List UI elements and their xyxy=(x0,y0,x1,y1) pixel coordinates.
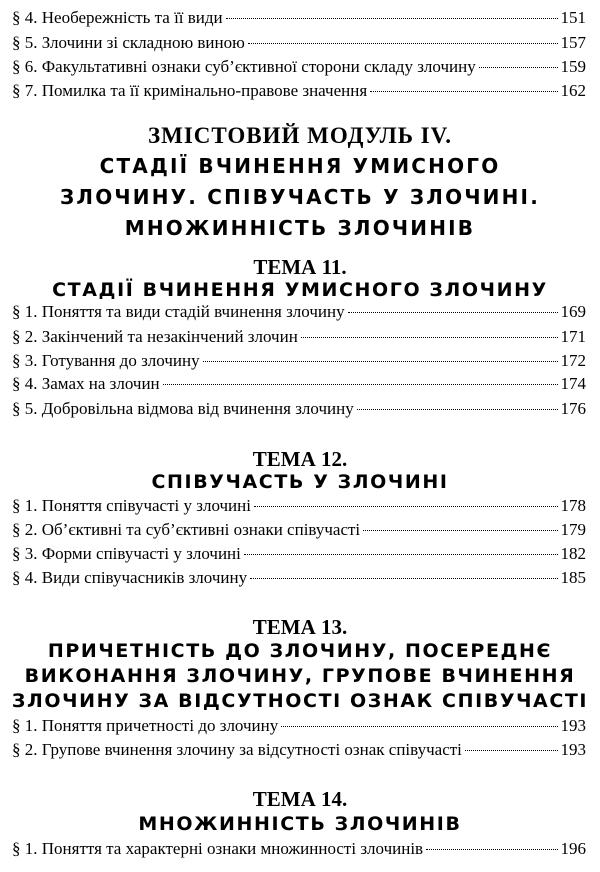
toc-entry-title: § 6. Факультативні ознаки суб’єктивної сторони складу злочину xyxy=(12,57,476,76)
toc-entry-title: § 3. Готування до злочину xyxy=(12,351,200,370)
toc-entry-title: § 4. Замах на злочин xyxy=(12,374,160,393)
toc-entry[interactable] xyxy=(12,372,586,396)
dot-leader xyxy=(203,360,558,362)
toc-entry-title: § 1. Поняття співучасті у злочині xyxy=(12,496,251,515)
toc-entry-page: 171 xyxy=(560,327,586,346)
dot-leader xyxy=(248,42,558,44)
toc-entry-page: 179 xyxy=(560,520,586,539)
topic-title: МНОЖИННІСТЬ ЗЛОЧИНІВ xyxy=(138,813,462,835)
toc-entry[interactable] xyxy=(12,542,586,566)
toc-entry-page: 174 xyxy=(560,374,586,393)
toc-entry-title: § 7. Помилка та її кримінально-правове значення xyxy=(12,81,368,100)
module-heading-line: ЗМІСТОВИЙ МОДУЛЬ IV. xyxy=(147,123,453,148)
toc-entry-page: 185 xyxy=(560,568,586,587)
topic-title: СПІВУЧАСТЬ У ЗЛОЧИНІ xyxy=(151,471,449,493)
toc-entry-title: § 5. Злочини зі складною виною xyxy=(12,33,245,52)
module-heading-line: МНОЖИННІСТЬ ЗЛОЧИНІВ xyxy=(124,216,476,240)
toc-entry-title: § 1. Поняття та види стадій вчинення злочину xyxy=(12,302,345,321)
dot-leader xyxy=(363,529,557,531)
topic-label: ТЕМА 13. xyxy=(252,615,348,639)
toc-entry-page: 169 xyxy=(560,302,586,321)
dot-leader xyxy=(426,848,557,850)
toc-entry[interactable] xyxy=(12,325,586,349)
dot-leader xyxy=(254,505,558,507)
toc-entry[interactable] xyxy=(12,494,586,518)
toc-entry-title: § 2. Закінчений та незакінчений злочин xyxy=(12,327,298,346)
module-heading-line: СТАДІЇ ВЧИНЕННЯ УМИСНОГО xyxy=(99,154,501,178)
toc-entry[interactable] xyxy=(12,566,586,590)
toc-entry-page: 193 xyxy=(560,740,586,759)
topic-title: СТАДІЇ ВЧИНЕННЯ УМИСНОГО ЗЛОЧИНУ xyxy=(52,279,548,301)
toc-entry-page: 157 xyxy=(560,33,586,52)
toc-entry-title: § 2. Групове вчинення злочину за відсутності ознак співучасті xyxy=(12,740,462,759)
module-heading-line: ЗЛОЧИНУ. СПІВУЧАСТЬ У ЗЛОЧИНІ. xyxy=(59,185,540,209)
topic-title-line: ПРИЧЕТНІСТЬ ДО ЗЛОЧИНУ, ПОСЕРЕДНЄ xyxy=(47,640,553,662)
toc-entry-title: § 4. Необережність та її види xyxy=(12,8,223,27)
dot-leader xyxy=(357,408,558,410)
toc-entry[interactable] xyxy=(12,349,586,373)
toc-entry-page: 182 xyxy=(560,544,586,563)
toc-entry-page: 178 xyxy=(560,496,586,515)
toc-entry-title: § 5. Добровільна відмова від вчинення злочину xyxy=(12,399,354,418)
toc-entry-page: 196 xyxy=(560,839,586,858)
dot-leader xyxy=(163,383,558,385)
toc-entry[interactable] xyxy=(12,397,586,421)
topic-title-line: ЗЛОЧИНУ ЗА ВІДСУТНОСТІ ОЗНАК СПІВУЧАСТІ xyxy=(11,690,589,712)
toc-entry-page: 176 xyxy=(560,399,586,418)
toc-entry[interactable] xyxy=(12,300,586,324)
toc-entry[interactable] xyxy=(12,6,586,30)
toc-entry-title: § 4. Види співучасників злочину xyxy=(12,568,248,587)
toc-entry-page: 159 xyxy=(560,57,586,76)
toc-entry-title: § 2. Об’єктивні та суб’єктивні ознаки співучасті xyxy=(12,520,361,539)
toc-entry[interactable] xyxy=(12,55,586,79)
dot-leader xyxy=(244,553,558,555)
dot-leader xyxy=(250,577,557,579)
dot-leader xyxy=(479,66,558,68)
dot-leader xyxy=(281,725,557,727)
topic-label: ТЕМА 14. xyxy=(252,787,348,811)
toc-entry-title: § 1. Поняття та характерні ознаки множинності злочинів xyxy=(12,839,424,858)
toc-entry-page: 162 xyxy=(560,81,586,100)
dot-leader xyxy=(348,311,558,313)
dot-leader xyxy=(226,17,558,19)
toc-entry[interactable] xyxy=(12,79,586,103)
toc-entry-title: § 1. Поняття причетності до злочину xyxy=(12,716,279,735)
toc-entry-page: 193 xyxy=(560,716,586,735)
toc-entry[interactable] xyxy=(12,518,586,542)
toc-entry[interactable] xyxy=(12,837,586,861)
topic-label: ТЕМА 11. xyxy=(253,255,347,279)
toc-entry[interactable] xyxy=(12,738,586,762)
toc-entry[interactable] xyxy=(12,31,586,55)
toc-entry[interactable] xyxy=(12,714,586,738)
toc-entry-page: 151 xyxy=(560,8,586,27)
dot-leader xyxy=(465,749,558,751)
topic-title-line: ВИКОНАННЯ ЗЛОЧИНУ, ГРУПОВЕ ВЧИНЕННЯ xyxy=(24,665,576,687)
dot-leader xyxy=(370,90,557,92)
dot-leader xyxy=(301,336,558,338)
toc-entry-page: 172 xyxy=(560,351,586,370)
toc-entry-title: § 3. Форми співучасті у злочині xyxy=(12,544,241,563)
topic-label: ТЕМА 12. xyxy=(252,447,348,471)
